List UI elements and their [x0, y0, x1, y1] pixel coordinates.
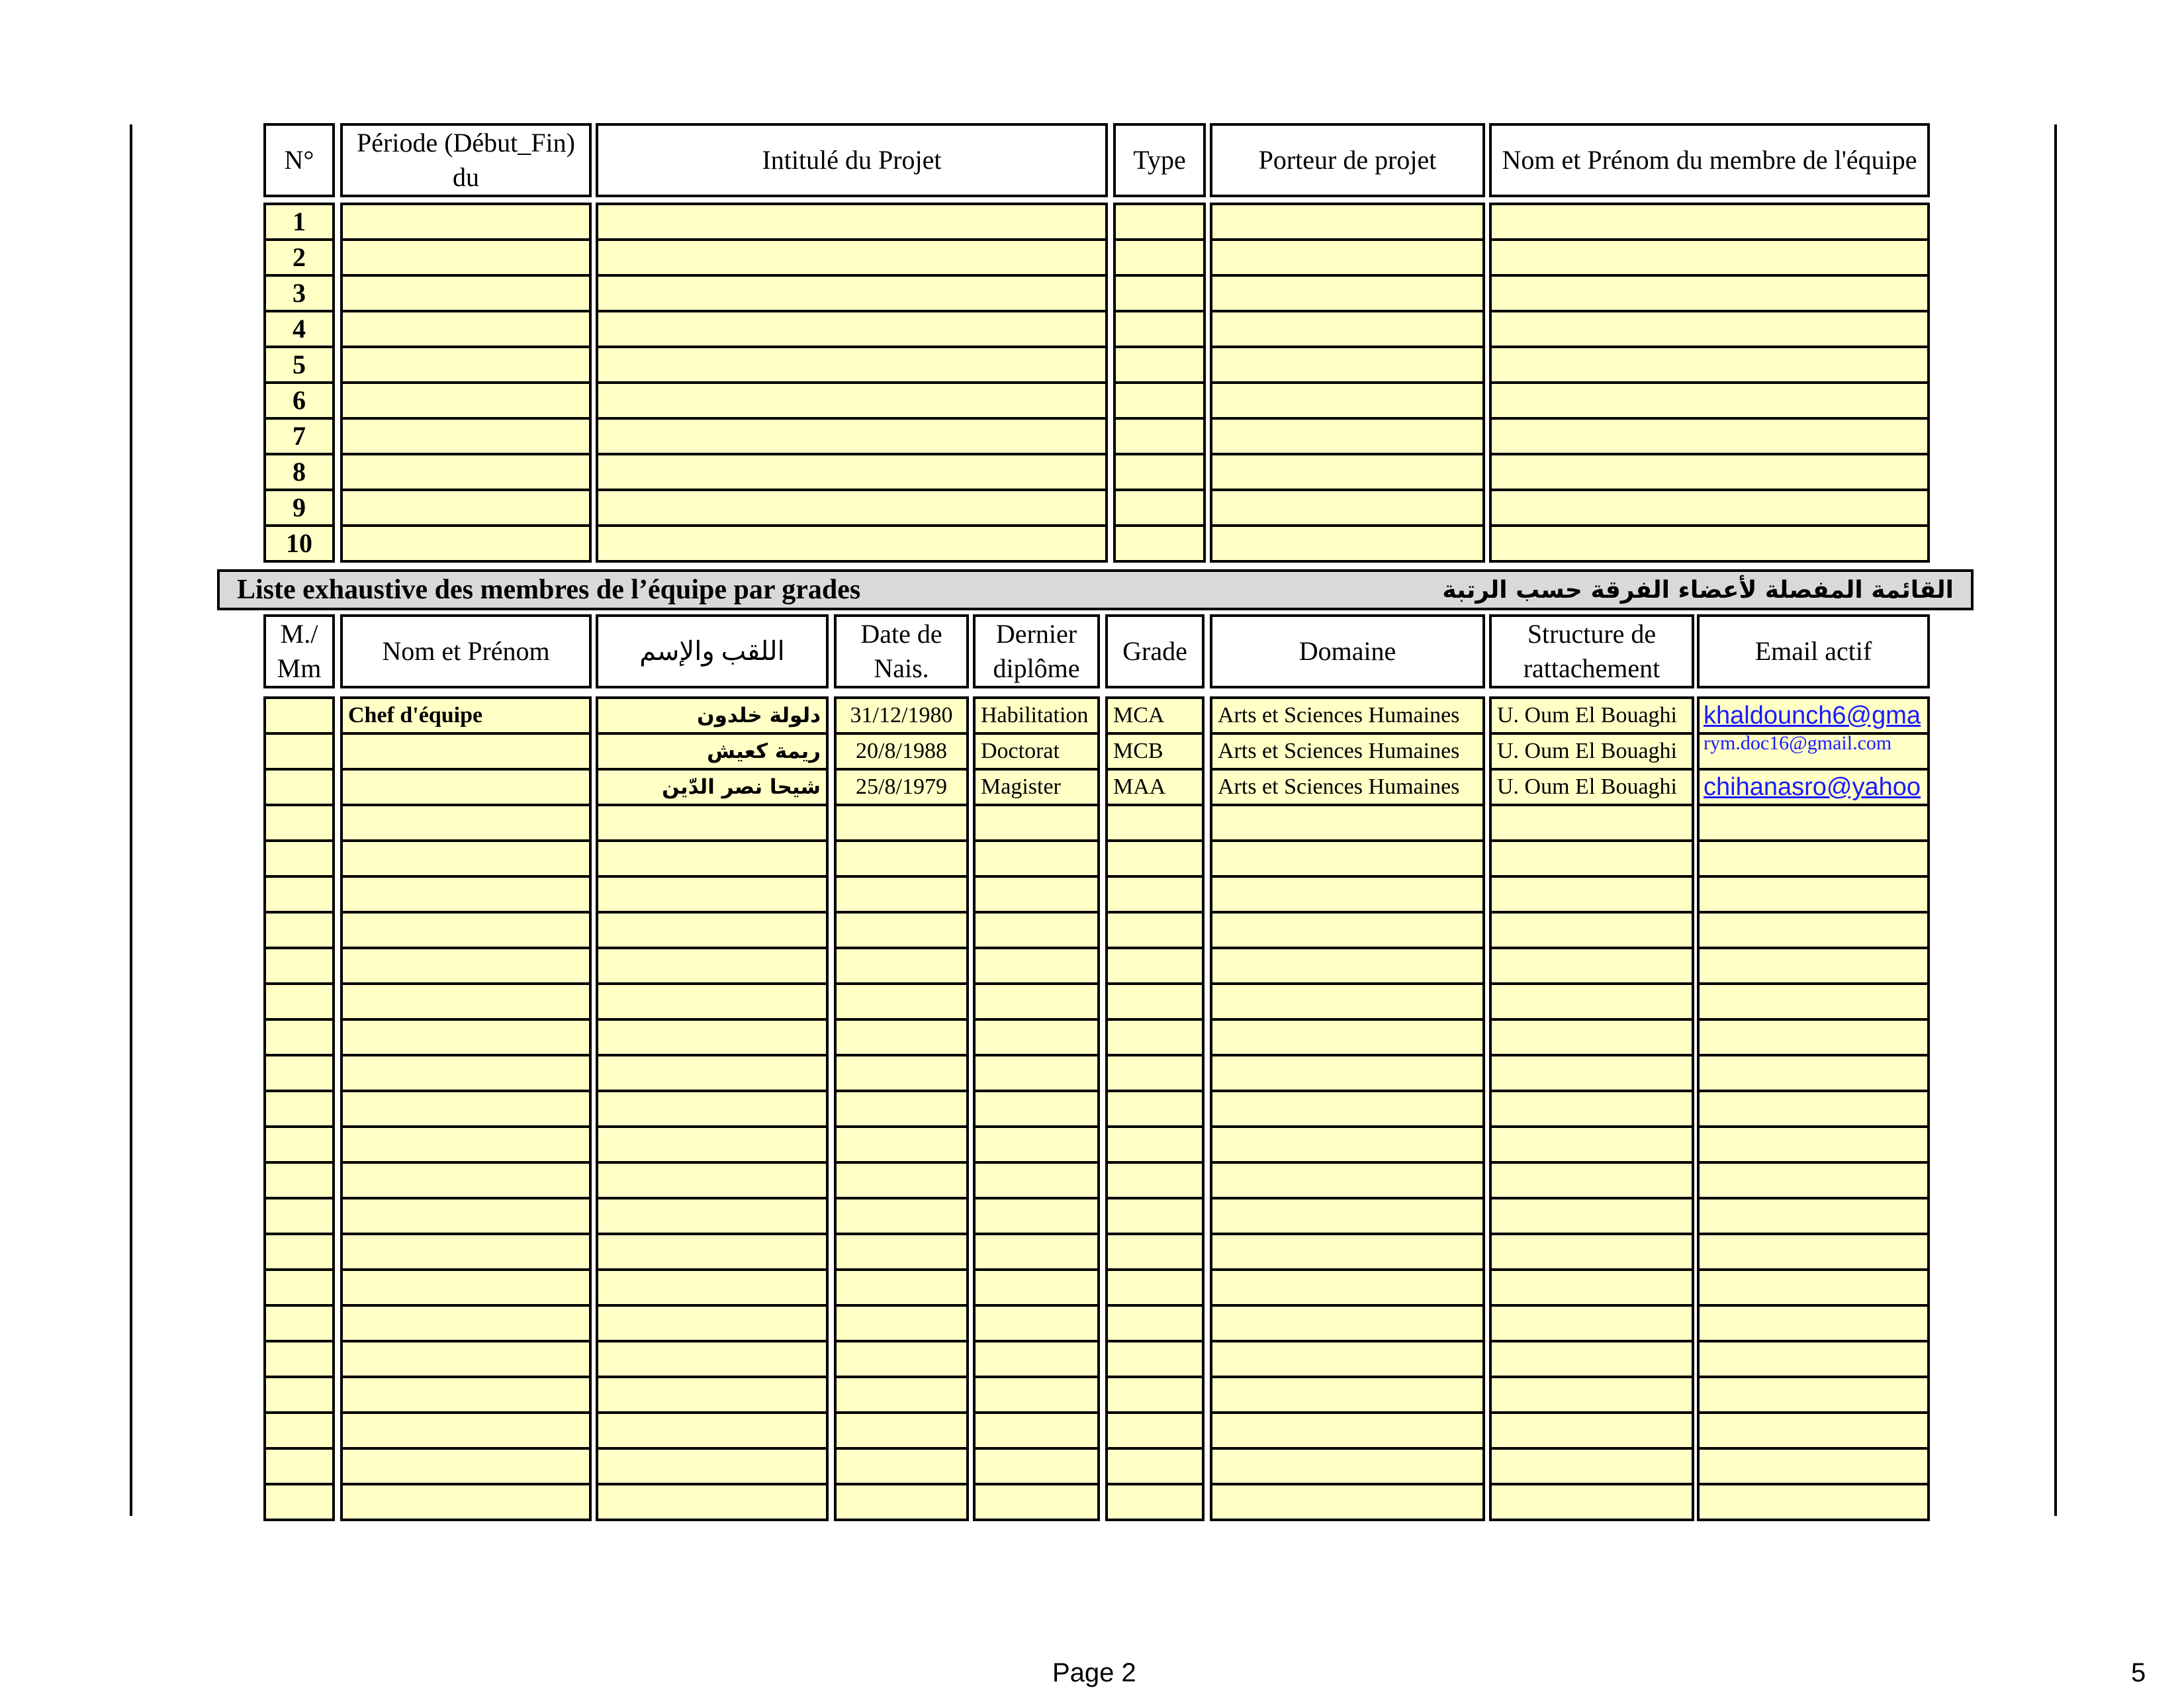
page-number: 5: [2131, 1658, 2146, 1687]
member-cell[interactable]: [1105, 1197, 1205, 1235]
project-cell[interactable]: [1113, 310, 1206, 348]
header-structure: Structure de rattachement: [1489, 614, 1694, 688]
member-cell[interactable]: [1489, 839, 1694, 878]
project-cell[interactable]: [1210, 238, 1485, 277]
member-cell[interactable]: [1489, 1411, 1694, 1450]
project-cell[interactable]: [340, 238, 592, 277]
member-cell[interactable]: [1210, 1483, 1485, 1521]
member-cell[interactable]: [263, 1054, 335, 1092]
member-cell[interactable]: [1697, 1018, 1930, 1056]
project-cell[interactable]: [1113, 489, 1206, 527]
member-cell[interactable]: [340, 1054, 592, 1092]
member-cell[interactable]: [596, 1233, 829, 1271]
member-cell[interactable]: [1210, 1090, 1485, 1128]
project-cell[interactable]: [1489, 417, 1930, 455]
project-cell[interactable]: [1210, 203, 1485, 241]
member-cell[interactable]: [1697, 911, 1930, 949]
member-cell[interactable]: [1697, 1054, 1930, 1092]
member-cell[interactable]: [1105, 947, 1205, 985]
member-domaine[interactable]: Arts et Sciences Humaines: [1210, 768, 1485, 806]
member-cell[interactable]: [1210, 947, 1485, 985]
member-email-link[interactable]: chihanasro@yahoo: [1697, 768, 1930, 806]
project-cell[interactable]: [596, 203, 1108, 241]
member-cell[interactable]: [263, 875, 335, 914]
member-cell[interactable]: [1210, 911, 1485, 949]
member-cell[interactable]: [834, 1090, 969, 1128]
member-cell[interactable]: [1697, 804, 1930, 842]
member-cell[interactable]: [1489, 1483, 1694, 1521]
member-cell[interactable]: [263, 1161, 335, 1199]
member-cell[interactable]: [1105, 1304, 1205, 1342]
member-nom[interactable]: [340, 732, 592, 771]
member-cell[interactable]: [973, 1411, 1100, 1450]
header-email: Email actif: [1697, 614, 1930, 688]
member-cell[interactable]: [1105, 1411, 1205, 1450]
header-project-title: Intitulé du Projet: [596, 123, 1108, 197]
member-cell[interactable]: [340, 1411, 592, 1450]
header-domain: Domaine: [1210, 614, 1485, 688]
member-cell[interactable]: [596, 804, 829, 842]
member-cell[interactable]: [973, 1447, 1100, 1485]
project-cell[interactable]: [1113, 524, 1206, 563]
member-cell[interactable]: [1697, 1161, 1930, 1199]
project-cell[interactable]: [1489, 346, 1930, 384]
member-cell[interactable]: [1697, 1125, 1930, 1164]
project-cell[interactable]: [340, 524, 592, 563]
member-cell[interactable]: [340, 947, 592, 985]
member-cell[interactable]: [1489, 1090, 1694, 1128]
member-cell[interactable]: [1489, 1018, 1694, 1056]
header-number: N°: [263, 123, 335, 197]
member-cell[interactable]: [1210, 804, 1485, 842]
member-cell[interactable]: [834, 982, 969, 1021]
project-cell[interactable]: [596, 274, 1108, 312]
member-cell[interactable]: [973, 1304, 1100, 1342]
project-cell[interactable]: [1210, 381, 1485, 420]
member-cell[interactable]: [596, 839, 829, 878]
header-period: Période (Début_Fin) du: [340, 123, 592, 197]
member-cell[interactable]: [1210, 982, 1485, 1021]
project-cell[interactable]: [1210, 310, 1485, 348]
member-grade[interactable]: MCA: [1105, 696, 1205, 735]
member-cell[interactable]: [1489, 1268, 1694, 1307]
member-cell[interactable]: [973, 1018, 1100, 1056]
member-cell[interactable]: [340, 1090, 592, 1128]
member-cell[interactable]: [340, 1197, 592, 1235]
member-cell[interactable]: [1697, 1268, 1930, 1307]
member-cell[interactable]: [596, 1411, 829, 1450]
member-cell[interactable]: [1489, 875, 1694, 914]
project-cell[interactable]: [1210, 489, 1485, 527]
member-cell[interactable]: [1105, 875, 1205, 914]
member-cell[interactable]: [834, 1233, 969, 1271]
member-cell[interactable]: [1105, 1233, 1205, 1271]
project-cell[interactable]: [596, 489, 1108, 527]
member-cell[interactable]: [1489, 804, 1694, 842]
member-cell[interactable]: [973, 947, 1100, 985]
member-cell[interactable]: [340, 982, 592, 1021]
header-full-name: Nom et Prénom: [340, 614, 592, 688]
member-cell[interactable]: [1105, 1125, 1205, 1164]
member-cell[interactable]: [973, 1161, 1100, 1199]
project-cell[interactable]: [340, 346, 592, 384]
project-row-number: 6: [263, 381, 335, 420]
member-cell[interactable]: [340, 1340, 592, 1378]
member-cell[interactable]: [1210, 1197, 1485, 1235]
member-cell[interactable]: [1210, 1376, 1485, 1414]
member-cell[interactable]: [1697, 1411, 1930, 1450]
member-cell[interactable]: [596, 1090, 829, 1128]
member-cell[interactable]: [1210, 1054, 1485, 1092]
member-cell[interactable]: [1697, 982, 1930, 1021]
project-cell[interactable]: [340, 453, 592, 491]
member-cell[interactable]: [596, 1161, 829, 1199]
member-cell[interactable]: [973, 839, 1100, 878]
member-cell[interactable]: [1210, 1447, 1485, 1485]
member-cell[interactable]: [263, 1376, 335, 1414]
member-cell[interactable]: [596, 982, 829, 1021]
member-cell[interactable]: [834, 1483, 969, 1521]
member-cell[interactable]: [263, 804, 335, 842]
member-cell[interactable]: [1105, 1483, 1205, 1521]
member-cell[interactable]: [596, 1125, 829, 1164]
member-cell[interactable]: [834, 1161, 969, 1199]
member-cell[interactable]: [973, 875, 1100, 914]
member-nom-ar[interactable]: دلولة خلدون: [596, 696, 829, 735]
member-cell[interactable]: [1210, 1018, 1485, 1056]
project-cell[interactable]: [340, 417, 592, 455]
member-nom[interactable]: Chef d'équipe: [340, 696, 592, 735]
member-cell[interactable]: [1105, 982, 1205, 1021]
member-cell[interactable]: [1489, 1197, 1694, 1235]
member-cell[interactable]: [1697, 1304, 1930, 1342]
member-nom-ar[interactable]: ريمة كعيش: [596, 732, 829, 771]
member-cell[interactable]: [596, 875, 829, 914]
project-row-number: 2: [263, 238, 335, 277]
member-cell[interactable]: [834, 1054, 969, 1092]
member-cell[interactable]: [1489, 982, 1694, 1021]
member-cell[interactable]: [1489, 1233, 1694, 1271]
member-cell[interactable]: [1105, 1340, 1205, 1378]
member-cell[interactable]: [340, 804, 592, 842]
member-cell[interactable]: [973, 1233, 1100, 1271]
project-cell[interactable]: [340, 310, 592, 348]
member-cell[interactable]: [596, 1268, 829, 1307]
member-cell[interactable]: [1105, 839, 1205, 878]
member-cell[interactable]: [596, 1340, 829, 1378]
section-title-fr: Liste exhaustive des membres de l’équipe par grades: [237, 575, 861, 605]
member-mm[interactable]: [263, 732, 335, 771]
member-cell[interactable]: [1105, 1447, 1205, 1485]
member-cell[interactable]: [834, 1304, 969, 1342]
member-cell[interactable]: [973, 1340, 1100, 1378]
project-cell[interactable]: [1489, 453, 1930, 491]
project-row-number: 4: [263, 310, 335, 348]
member-cell[interactable]: [1697, 947, 1930, 985]
member-cell[interactable]: [834, 1125, 969, 1164]
project-row-number: 5: [263, 346, 335, 384]
member-cell[interactable]: [1105, 804, 1205, 842]
project-cell[interactable]: [1489, 381, 1930, 420]
member-cell[interactable]: [973, 1054, 1100, 1092]
project-cell[interactable]: [1210, 274, 1485, 312]
member-structure[interactable]: U. Oum El Bouaghi: [1489, 732, 1694, 771]
project-cell[interactable]: [340, 489, 592, 527]
project-cell[interactable]: [1210, 453, 1485, 491]
project-cell[interactable]: [1113, 381, 1206, 420]
member-date[interactable]: 31/12/1980: [834, 696, 969, 735]
member-cell[interactable]: [834, 1197, 969, 1235]
member-date[interactable]: 25/8/1979: [834, 768, 969, 806]
member-cell[interactable]: [973, 1197, 1100, 1235]
project-cell[interactable]: [1113, 274, 1206, 312]
right-margin-rule: [2054, 124, 2057, 1516]
member-cell[interactable]: [834, 1018, 969, 1056]
member-grade[interactable]: MAA: [1105, 768, 1205, 806]
member-cell[interactable]: [834, 1376, 969, 1414]
member-cell[interactable]: [1210, 1411, 1485, 1450]
member-cell[interactable]: [1105, 1268, 1205, 1307]
project-row-number: 3: [263, 274, 335, 312]
project-row-number: 1: [263, 203, 335, 241]
member-cell[interactable]: [1210, 839, 1485, 878]
project-cell[interactable]: [596, 346, 1108, 384]
project-cell[interactable]: [596, 417, 1108, 455]
member-cell[interactable]: [596, 1376, 829, 1414]
project-row-number: 9: [263, 489, 335, 527]
member-cell[interactable]: [1489, 911, 1694, 949]
project-cell[interactable]: [340, 203, 592, 241]
project-cell[interactable]: [596, 524, 1108, 563]
member-cell[interactable]: [340, 1161, 592, 1199]
header-last-diploma: Dernier diplôme: [973, 614, 1100, 688]
member-cell[interactable]: [1210, 875, 1485, 914]
project-cell[interactable]: [1489, 274, 1930, 312]
member-cell[interactable]: [1489, 1054, 1694, 1092]
project-row-number: 7: [263, 417, 335, 455]
header-project-holder: Porteur de projet: [1210, 123, 1485, 197]
project-cell[interactable]: [1489, 203, 1930, 241]
member-cell[interactable]: [834, 875, 969, 914]
member-email-link[interactable]: rym.doc16@gmail.com: [1697, 732, 1930, 771]
member-cell[interactable]: [340, 1125, 592, 1164]
member-cell[interactable]: [263, 1447, 335, 1485]
member-cell[interactable]: [263, 911, 335, 949]
member-cell[interactable]: [596, 1447, 829, 1485]
project-cell[interactable]: [1210, 417, 1485, 455]
member-cell[interactable]: [973, 1090, 1100, 1128]
project-cell[interactable]: [340, 381, 592, 420]
header-title: M./ Mm: [263, 614, 335, 688]
member-cell[interactable]: [1489, 1376, 1694, 1414]
project-cell[interactable]: [1489, 238, 1930, 277]
member-structure[interactable]: U. Oum El Bouaghi: [1489, 768, 1694, 806]
member-cell[interactable]: [1105, 1376, 1205, 1414]
project-cell[interactable]: [1210, 524, 1485, 563]
member-cell[interactable]: [263, 982, 335, 1021]
member-cell[interactable]: [1697, 1376, 1930, 1414]
member-cell[interactable]: [340, 1018, 592, 1056]
member-cell[interactable]: [596, 1018, 829, 1056]
member-cell[interactable]: [1697, 875, 1930, 914]
member-nom-ar[interactable]: شيحا نصر الدّين: [596, 768, 829, 806]
member-email-link[interactable]: khaldounch6@gma: [1697, 696, 1930, 735]
member-cell[interactable]: [1697, 1483, 1930, 1521]
member-cell[interactable]: [834, 1340, 969, 1378]
member-cell[interactable]: [1697, 1447, 1930, 1485]
member-cell[interactable]: [340, 1233, 592, 1271]
member-cell[interactable]: [1697, 1090, 1930, 1128]
header-full-name-ar: اللقب والإسم: [596, 614, 829, 688]
member-cell[interactable]: [263, 947, 335, 985]
member-cell[interactable]: [263, 1483, 335, 1521]
project-cell[interactable]: [340, 274, 592, 312]
member-cell[interactable]: [1105, 1090, 1205, 1128]
member-cell[interactable]: [596, 947, 829, 985]
project-cell[interactable]: [1489, 524, 1930, 563]
member-cell[interactable]: [340, 1447, 592, 1485]
member-cell[interactable]: [1697, 1197, 1930, 1235]
member-cell[interactable]: [263, 1411, 335, 1450]
member-cell[interactable]: [1105, 911, 1205, 949]
member-cell[interactable]: [1489, 1340, 1694, 1378]
member-cell[interactable]: [834, 839, 969, 878]
member-cell[interactable]: [1210, 1233, 1485, 1271]
member-cell[interactable]: [263, 1125, 335, 1164]
member-cell[interactable]: [973, 804, 1100, 842]
project-cell[interactable]: [1113, 346, 1206, 384]
member-cell[interactable]: [263, 839, 335, 878]
member-diplome[interactable]: Magister: [973, 768, 1100, 806]
member-cell[interactable]: [1210, 1304, 1485, 1342]
member-cell[interactable]: [973, 982, 1100, 1021]
member-cell[interactable]: [834, 911, 969, 949]
member-cell[interactable]: [340, 839, 592, 878]
project-row-number: 10: [263, 524, 335, 563]
member-nom[interactable]: [340, 768, 592, 806]
member-cell[interactable]: [596, 1304, 829, 1342]
header-grade: Grade: [1105, 614, 1205, 688]
member-cell[interactable]: [340, 911, 592, 949]
project-cell[interactable]: [596, 238, 1108, 277]
member-cell[interactable]: [1105, 1018, 1205, 1056]
member-cell[interactable]: [834, 1411, 969, 1450]
left-margin-rule: [130, 124, 132, 1516]
member-cell[interactable]: [596, 1483, 829, 1521]
member-cell[interactable]: [263, 1197, 335, 1235]
member-mm[interactable]: [263, 696, 335, 735]
member-cell[interactable]: [340, 1376, 592, 1414]
member-cell[interactable]: [1489, 1125, 1694, 1164]
section-title-ar: القائمة المفصلة لأعضاء الفرقة حسب الرتبة: [1442, 576, 1954, 604]
member-cell[interactable]: [834, 947, 969, 985]
project-cell[interactable]: [1210, 346, 1485, 384]
member-domaine[interactable]: Arts et Sciences Humaines: [1210, 732, 1485, 771]
project-cell[interactable]: [596, 453, 1108, 491]
member-cell[interactable]: [973, 1125, 1100, 1164]
member-mm[interactable]: [263, 768, 335, 806]
member-cell[interactable]: [263, 1304, 335, 1342]
project-cell[interactable]: [1113, 203, 1206, 241]
member-domaine[interactable]: Arts et Sciences Humaines: [1210, 696, 1485, 735]
member-cell[interactable]: [340, 1483, 592, 1521]
member-cell[interactable]: [973, 1268, 1100, 1307]
member-cell[interactable]: [1210, 1268, 1485, 1307]
project-cell[interactable]: [1113, 417, 1206, 455]
member-cell[interactable]: [263, 1340, 335, 1378]
member-cell[interactable]: [1489, 1447, 1694, 1485]
member-cell[interactable]: [834, 804, 969, 842]
member-cell[interactable]: [1105, 1054, 1205, 1092]
member-cell[interactable]: [263, 1233, 335, 1271]
member-cell[interactable]: [973, 1483, 1100, 1521]
member-cell[interactable]: [973, 1376, 1100, 1414]
project-cell[interactable]: [1489, 489, 1930, 527]
member-cell[interactable]: [596, 911, 829, 949]
header-birth-date: Date de Nais.: [834, 614, 969, 688]
member-cell[interactable]: [1489, 1161, 1694, 1199]
member-cell[interactable]: [263, 1268, 335, 1307]
member-cell[interactable]: [834, 1268, 969, 1307]
project-cell[interactable]: [1489, 310, 1930, 348]
member-cell[interactable]: [973, 911, 1100, 949]
project-cell[interactable]: [596, 381, 1108, 420]
member-cell[interactable]: [340, 875, 592, 914]
header-team-member: Nom et Prénom du membre de l'équipe: [1489, 123, 1930, 197]
member-cell[interactable]: [1105, 1161, 1205, 1199]
member-cell[interactable]: [340, 1304, 592, 1342]
member-cell[interactable]: [1489, 1304, 1694, 1342]
member-cell[interactable]: [340, 1268, 592, 1307]
member-grade[interactable]: MCB: [1105, 732, 1205, 771]
project-cell[interactable]: [596, 310, 1108, 348]
member-cell[interactable]: [1697, 839, 1930, 878]
member-cell[interactable]: [1210, 1125, 1485, 1164]
member-cell[interactable]: [263, 1018, 335, 1056]
member-cell[interactable]: [1697, 1340, 1930, 1378]
member-cell[interactable]: [1489, 947, 1694, 985]
section-banner: [217, 569, 1974, 610]
member-cell[interactable]: [1210, 1340, 1485, 1378]
project-cell[interactable]: [1113, 453, 1206, 491]
member-cell[interactable]: [1697, 1233, 1930, 1271]
member-cell[interactable]: [596, 1197, 829, 1235]
page-label: Page 2: [1052, 1658, 1136, 1687]
project-cell[interactable]: [1113, 238, 1206, 277]
member-diplome[interactable]: Habilitation: [973, 696, 1100, 735]
member-cell[interactable]: [834, 1447, 969, 1485]
member-diplome[interactable]: Doctorat: [973, 732, 1100, 771]
member-date[interactable]: 20/8/1988: [834, 732, 969, 771]
project-row-number: 8: [263, 453, 335, 491]
member-structure[interactable]: U. Oum El Bouaghi: [1489, 696, 1694, 735]
header-type: Type: [1113, 123, 1206, 197]
member-cell[interactable]: [263, 1090, 335, 1128]
member-cell[interactable]: [1210, 1161, 1485, 1199]
member-cell[interactable]: [596, 1054, 829, 1092]
